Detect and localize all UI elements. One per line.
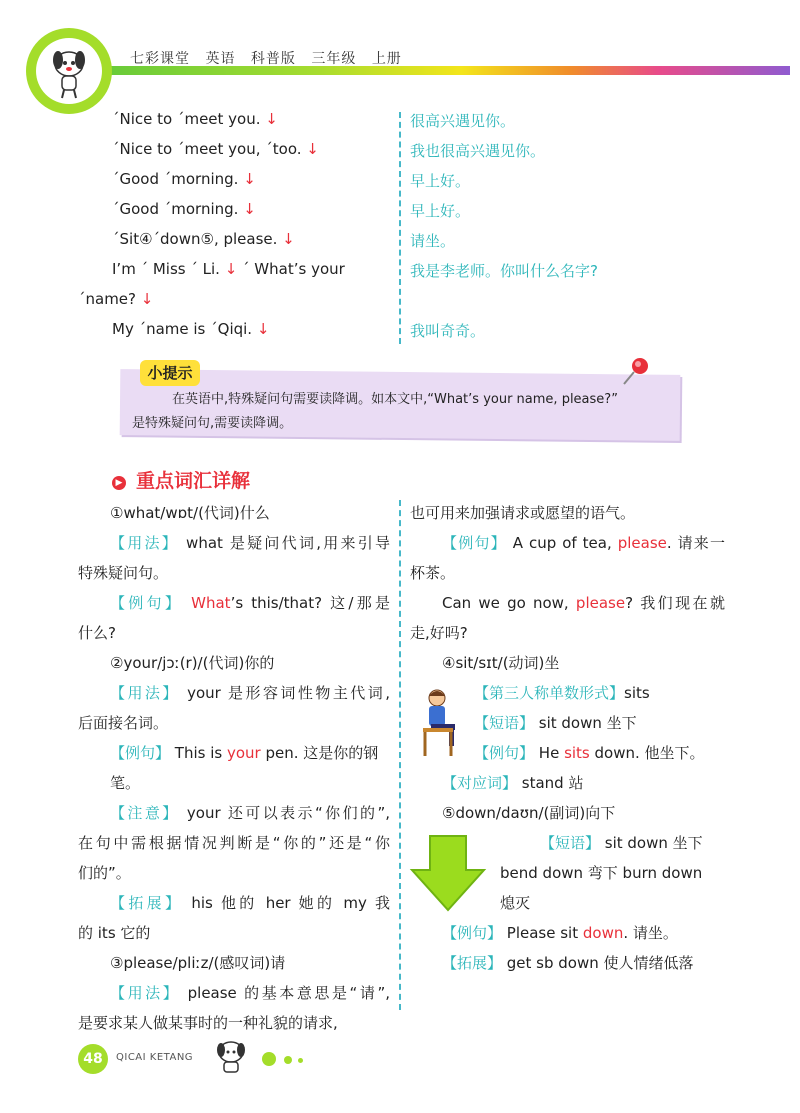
- dialog-line-1-cn: 很高兴遇见你。: [410, 112, 516, 130]
- footer-dot: [284, 1056, 292, 1064]
- mascot-dog-icon: [36, 38, 102, 104]
- please-example-1: 【例句】 A cup of tea, please. 请来一: [442, 534, 725, 552]
- left-column: [78, 498, 390, 1038]
- please-example-2: Can we go now, please? 我们现在就: [442, 594, 725, 612]
- footer-dot: [262, 1052, 276, 1066]
- column-divider-2: [399, 500, 401, 1010]
- pushpin-icon: [618, 354, 652, 392]
- section-title: ▶ 重点词汇详解: [112, 466, 250, 493]
- please-usage: 【用法】 please 的基本意思是“请”,: [110, 984, 390, 1002]
- dialog-line-5-cn: 请坐。: [410, 232, 456, 250]
- dialog-line-4-cn: 早上好。: [410, 202, 471, 220]
- your-note: 【注意】 your 还可以表示“你们的”,: [110, 804, 390, 822]
- down-phrase-3: 熄灭: [500, 894, 531, 912]
- dialog-line-7-cn: 我叫奇奇。: [410, 322, 486, 340]
- header-edition: 科普版: [250, 51, 296, 67]
- sit-opposite: 【对应词】 stand 站: [442, 774, 584, 792]
- sit-phrase: 【短语】 sit down 坐下: [474, 714, 637, 732]
- tip-text: [132, 388, 677, 436]
- entry-your: ②your/jɔː(r)/(代词)你的: [110, 654, 275, 672]
- your-example: 【例句】 This is your pen. 这是你的钢笔。: [110, 744, 379, 792]
- down-phrase-2: bend down 弯下 burn down: [500, 864, 703, 882]
- what-usage: 【用法】 what 是疑问代词,用来引导: [110, 534, 390, 552]
- play-bullet-icon: ▶: [112, 476, 126, 490]
- entry-sit: ④sit/sɪt/(动词)坐: [442, 654, 560, 672]
- your-usage-cont: 后面接名词。: [78, 714, 169, 732]
- please-example-2-cont: 走,好吗?: [410, 624, 468, 642]
- footer-dot: [298, 1058, 303, 1063]
- tip-tag: 小提示: [140, 360, 200, 386]
- dialog-line-3-en: ˊGood ˊmorning. ↓: [112, 170, 256, 188]
- your-usage: 【用法】 your 是形容词性物主代词,: [110, 684, 390, 702]
- header-grade: 三年级: [311, 51, 357, 67]
- down-phrase: 【短语】 sit down 坐下: [540, 834, 703, 852]
- entry-please: ③please/pliːz/(感叹词)请: [110, 954, 286, 972]
- dialog-line-6-cn: 我是李老师。你叫什么名字?: [410, 262, 598, 280]
- what-example-cont: 什么?: [78, 624, 116, 642]
- down-example: 【例句】 Please sit down. 请坐。: [442, 924, 678, 942]
- down-expand: 【拓展】 get sb down 使人情绪低落: [442, 954, 694, 972]
- down-arrow-icon: [408, 834, 488, 916]
- please-example-1-cont: 杯茶。: [410, 564, 456, 582]
- falling-tone-arrow-icon: ↓: [256, 320, 270, 338]
- tip-line-1: 在英语中,特殊疑问句需要读降调。如本文中,“What’s your name, please?”: [172, 392, 618, 407]
- dialog-line-2-en: ˊNice to ˊmeet you, ˊtoo. ↓: [112, 140, 319, 158]
- dialog-line-2-cn: 我也很高兴遇见你。: [410, 142, 546, 160]
- dialog-line-7-en: My ˊname is ˊQiqi. ↓: [112, 320, 270, 338]
- what-usage-cont: 特殊疑问句。: [78, 564, 169, 582]
- column-divider: [399, 112, 401, 344]
- entry-down: ⑤down/daʊn/(副词)向下: [442, 804, 616, 822]
- header-subject: 英语: [205, 51, 236, 67]
- falling-tone-arrow-icon: ↓: [282, 230, 295, 248]
- what-example: 【例句】 What’s this/that? 这/那是: [110, 594, 390, 612]
- dialog-line-3-cn: 早上好。: [410, 172, 471, 190]
- falling-tone-arrow-icon: ↓: [265, 110, 278, 128]
- sitting-boy-icon: [415, 688, 465, 762]
- dialog-line-1-en: ˊNice to ˊmeet you. ↓: [112, 110, 278, 128]
- falling-tone-arrow-icon: ↓: [243, 170, 256, 188]
- header-series: 七彩课堂: [130, 51, 190, 67]
- dialog-line-4-en: ˊGood ˊmorning. ↓: [112, 200, 256, 218]
- please-usage-cont: 是要求某人做某事时的一种礼貌的请求,: [78, 1014, 338, 1032]
- header-volume: 上册: [371, 51, 402, 67]
- sit-third-person: 【第三人称单数形式】sits: [474, 684, 650, 702]
- your-note-cont: 在句中需根据情况判断是“你的”还是“你: [78, 834, 390, 852]
- footer-brand: QICAI KETANG: [116, 1052, 194, 1063]
- falling-tone-arrow-icon: ↓: [224, 260, 238, 278]
- dialog-line-5-en: ˊSit④ˊdown⑤, please. ↓: [112, 230, 295, 248]
- page-number: 48: [78, 1044, 108, 1074]
- footer-dog-icon: [206, 1036, 256, 1080]
- please-usage-end: 也可用来加强请求或愿望的语气。: [410, 504, 636, 522]
- your-note-end: 们的”。: [78, 864, 131, 882]
- falling-tone-arrow-icon: ↓: [140, 290, 154, 308]
- sit-example: 【例句】 He sits down. 他坐下。: [474, 744, 705, 762]
- entry-what: ①what/wɒt/(代词)什么: [110, 504, 270, 522]
- your-expand-cont: 的 its 它的: [78, 924, 151, 942]
- your-expand: 【拓展】 his 他的 her 她的 my 我: [110, 894, 390, 912]
- dialog-line-6-en: I’m ˊ Miss ˊ Li. ↓ ˊ What’s your: [112, 260, 345, 278]
- header-title: [130, 48, 412, 68]
- falling-tone-arrow-icon: ↓: [243, 200, 256, 218]
- falling-tone-arrow-icon: ↓: [306, 140, 319, 158]
- dialog-line-6-cont: ˊname? ↓: [78, 290, 154, 308]
- tip-line-2: 是特殊疑问句,需要读降调。: [132, 416, 293, 431]
